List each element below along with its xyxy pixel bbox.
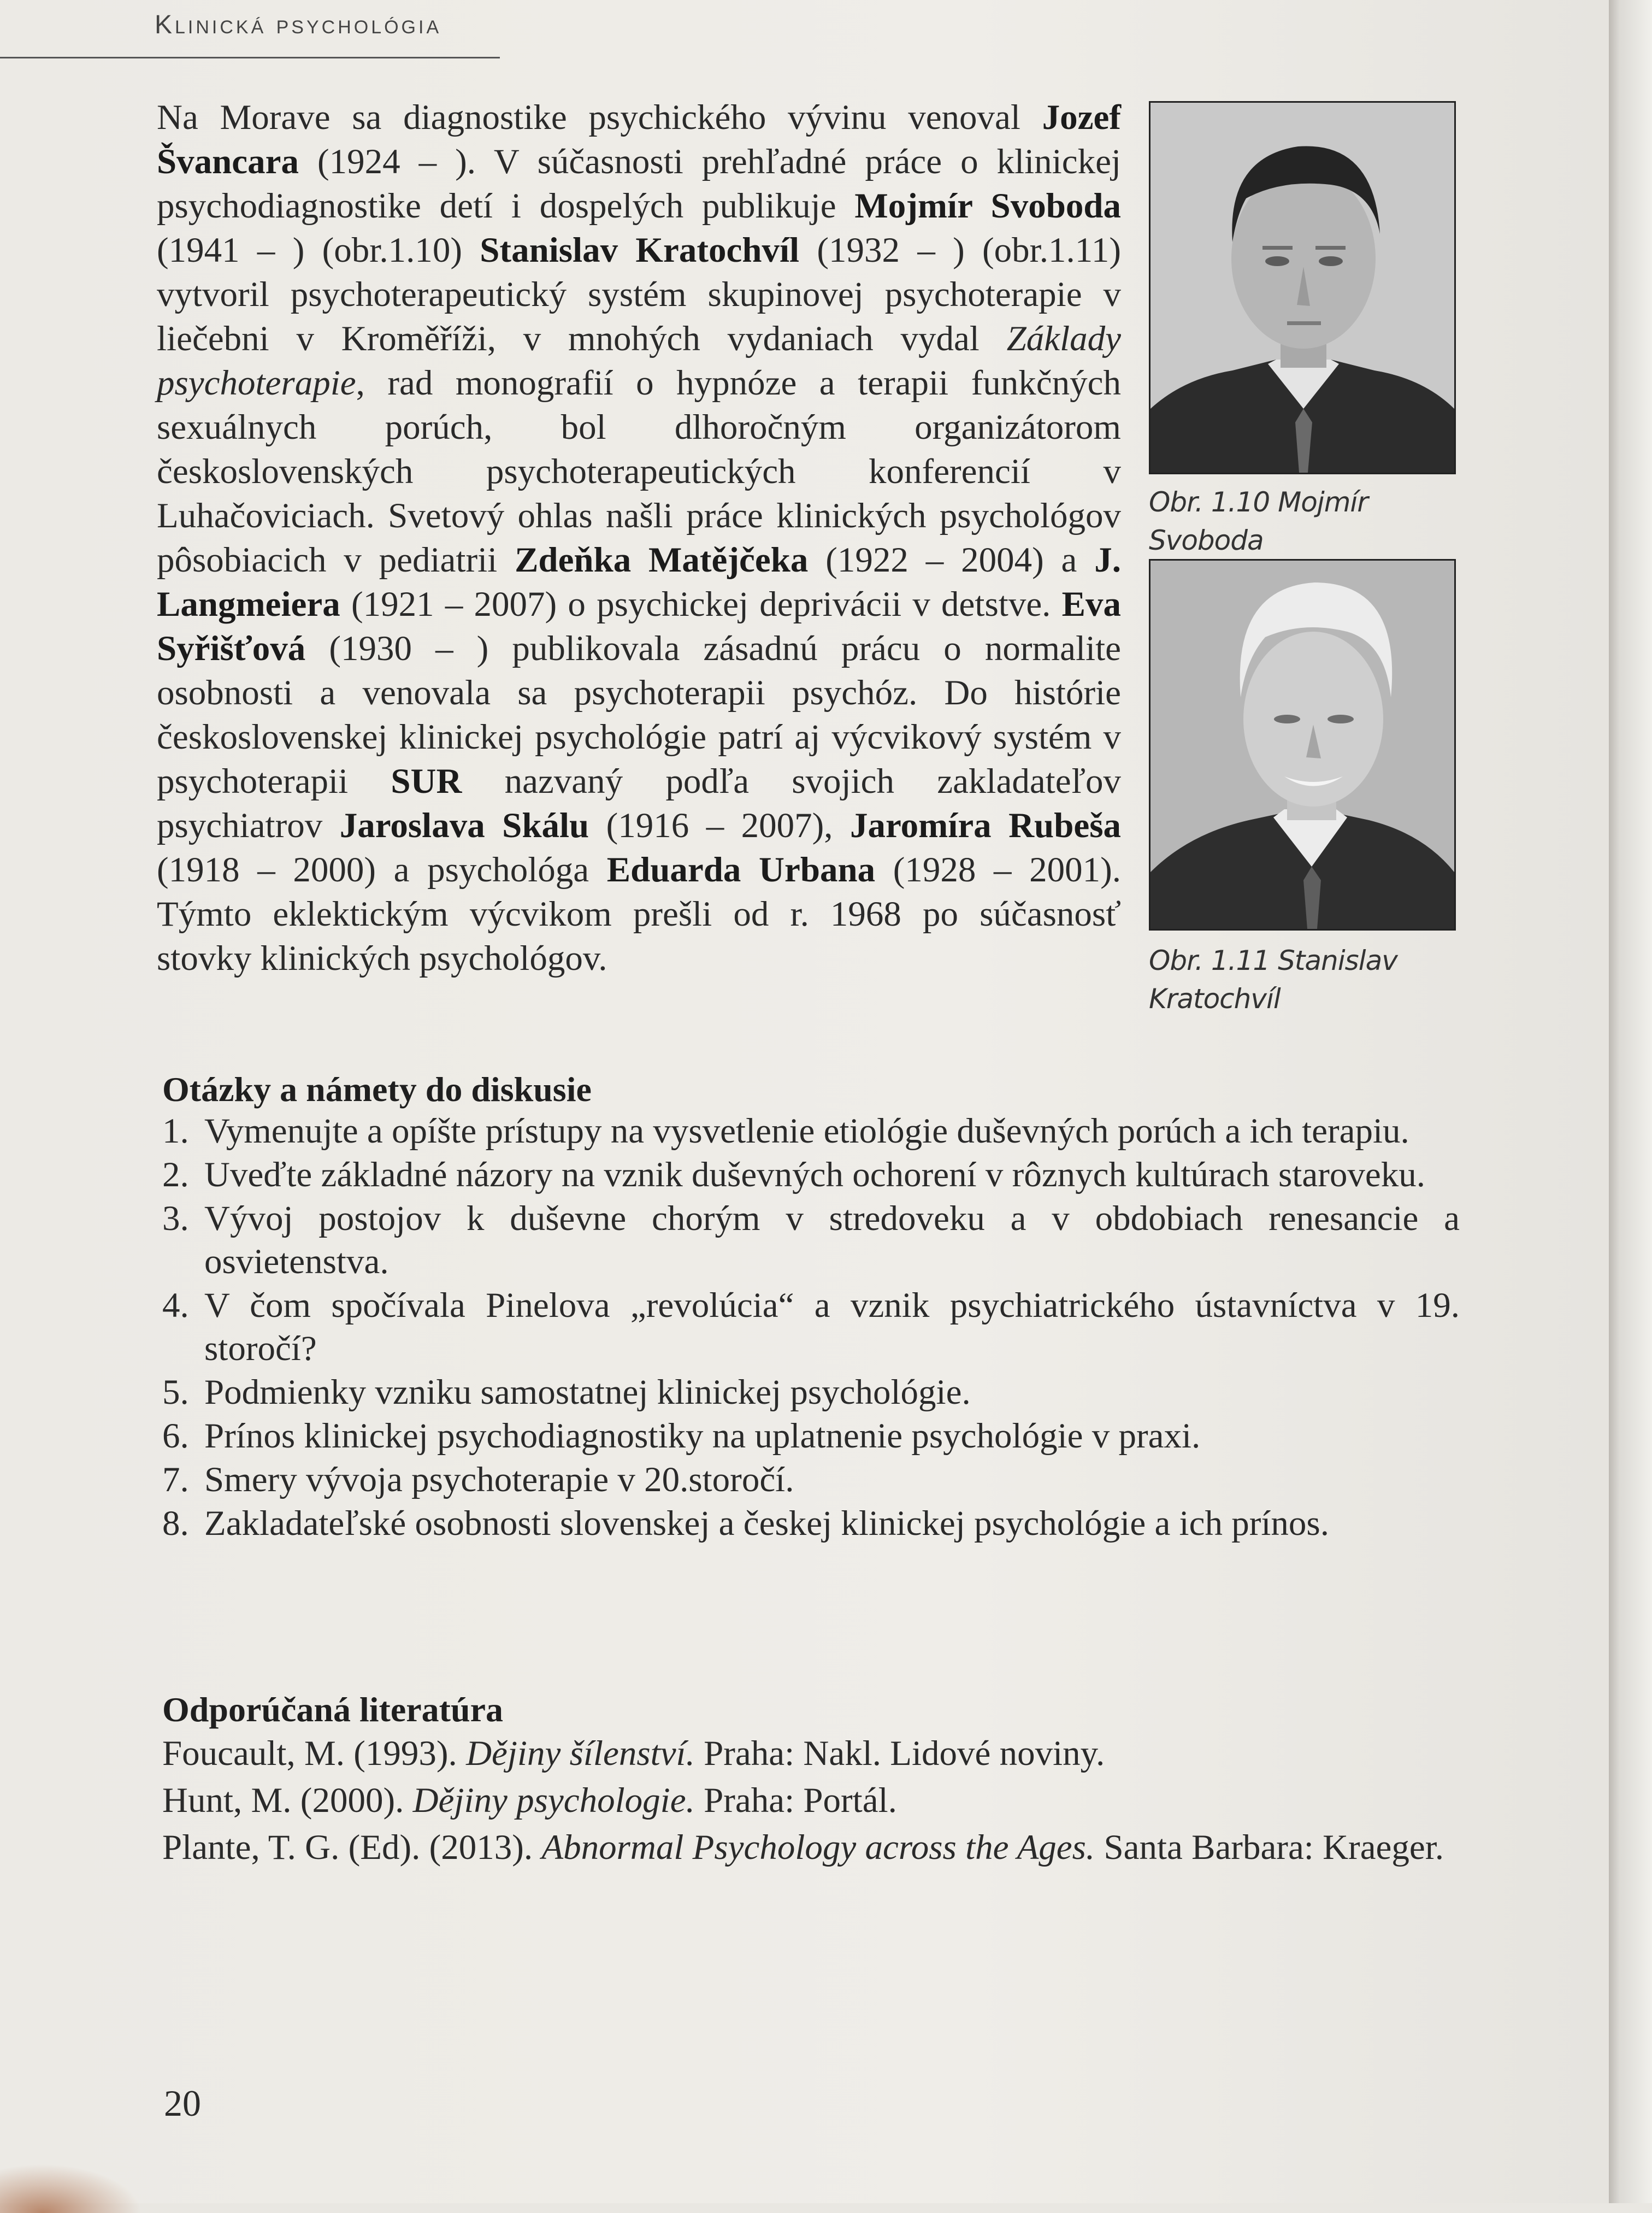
figure-1-10 [1149, 101, 1456, 560]
list-item: 1. Vymenujte a opíšte prístupy na vysvetlenie etiológie duševných porúch a ich terapiu. [162, 1111, 1409, 1151]
figure-1-11 [1149, 559, 1456, 1018]
page-edge [1609, 0, 1652, 2203]
reference-item: Hunt, M. (2000). Dějiny psychologie. Praha: Portál. [162, 1781, 897, 1820]
literature-heading: Odporúčaná literatúra [162, 1690, 503, 1729]
portrait-photo-svoboda [1149, 101, 1456, 474]
figure-caption: Obr. 1.11 Stanislav Kratochvíl [1149, 945, 1397, 1015]
list-item: 8. Zakladateľské osobnosti slovenskej a českej klinickej psychológie a ich prínos. [162, 1504, 1329, 1543]
header-rule [0, 57, 500, 58]
list-item: 7. Smery vývoja psychoterapie v 20.storočí. [162, 1460, 794, 1499]
portrait-photo-kratochvil [1149, 559, 1456, 931]
page-number: 20 [164, 2082, 201, 2124]
reference-item: Foucault, M. (1993). Dějiny šílenství. Praha: Nakl. Lidové noviny. [162, 1734, 1105, 1773]
list-item: 2. Uveďte základné názory na vznik duševných ochorení v rôznych kultúrach staroveku. [162, 1155, 1425, 1194]
questions-heading: Otázky a námety do diskusie [162, 1070, 592, 1109]
list-item: 5. Podmienky vzniku samostatnej klinickej psychológie. [162, 1373, 971, 1412]
questions-list [162, 1110, 1460, 1546]
running-header: Klinická psychológia [155, 10, 442, 39]
list-item: 6. Prínos klinickej psychodiagnostiky na uplatnenie psychológie v praxi. [162, 1416, 1201, 1456]
finger-shadow [0, 2164, 142, 2213]
list-item: 3. Vývoj postojov k duševne chorým v stredoveku a v obdobiach renesancie a osvietenstva. [162, 1199, 1460, 1281]
body-paragraph: Na Morave sa diagnostike psychického vývinu venoval Jozef Švancara (1924 – ). V súčasnosti prehľadné práce o klinickej psychodiagnostike detí i dospelých publikuje Mojmír Svoboda (1941 – ) (obr.1.10) Stanislav Kratochvíl (1932 – ) (obr.1.11) vytvoril psychoterapeutický systém skupinovej psychoterapie v liečebni v Kroměříži, v mnohých vydaniach vydal Základy psychoterapie, rad monografií o hypnóze a terapii funkčných sexuálnych porúch, bol dlhoročným organizátorom československých psychoterapeutických konferencií v Luhačoviciach. Svetový ohlas našli práce klinických psychológov pôsobiacich v pediatrii Zdeňka Matějčeka (1922 – 2004) a J. Langmeiera (1921 – 2007) o psychickej deprivácii v detstve. Eva Syřišťová (1930 – ) publikovala zásadnú prácu o normalite osobnosti a venovala sa psychoterapii psychóz. Do histórie československej klinickej psychológie patrí aj výcvikový systém v psychoterapii SUR nazvaný podľa svojich zakladateľov psychiatrov Jaroslava Skálu (1916 – 2007), Jaromíra Rubeša (1918 – 2000) a psychológa Eduarda Urbana (1928 – 2001). Týmto eklektickým výcvikom prešli od r. 1968 po súčasnosť stovky klinických psychológov. [157, 98, 1122, 978]
list-item: 4. V čom spočívala Pinelova „revolúcia“ a vznik psychiatrického ústavníctva v 19. storočí? [162, 1286, 1460, 1368]
reference-list [162, 1730, 1460, 1871]
figure-caption: Obr. 1.10 Mojmír Svoboda [1149, 486, 1368, 556]
reference-item: Plante, T. G. (Ed). (2013). Abnormal Psychology across the Ages. Santa Barbara: Kraeger. [162, 1828, 1444, 1867]
